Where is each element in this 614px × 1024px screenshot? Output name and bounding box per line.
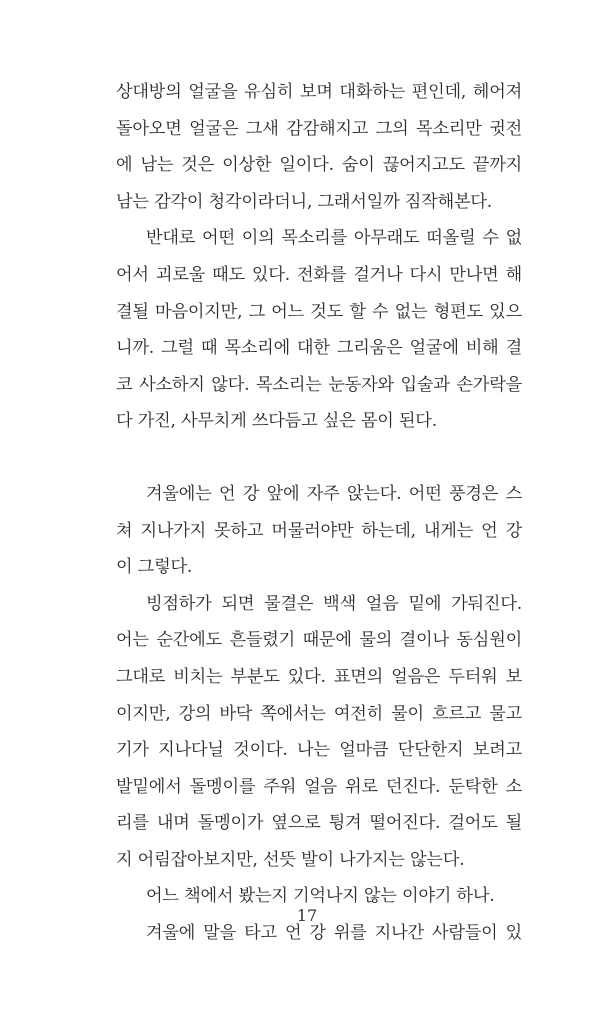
text-line: 발밑에서 돌멩이를 주워 얼음 위로 던진다. 둔탁한 소 [116, 776, 522, 797]
text-line: 돌아오면 얼굴은 그새 감감해지고 그의 목소리만 귓전 [116, 118, 522, 139]
text-line: 리를 내며 돌멩이가 옆으로 튕겨 떨어진다. 걸어도 될 [116, 813, 522, 834]
paragraph-1 [116, 74, 522, 220]
text-line: 어서 괴로울 때도 있다. 전화를 걸거나 다시 만나면 해 [116, 264, 522, 285]
text-line: 쳐 지나가지 못하고 머물러야만 하는데, 내게는 언 강 [116, 520, 522, 541]
text-line: 다 가진, 사무치게 쓰다듬고 싶은 몸이 된다. [116, 411, 437, 432]
text-line: 그대로 비치는 부분도 있다. 표면의 얼음은 두터워 보 [116, 666, 522, 687]
text-line: 기가 지나다닐 것이다. 나는 얼마큼 단단한지 보려고 [116, 740, 522, 761]
text-line: 이 그렇다. [116, 557, 193, 578]
text-line: 어느 책에서 봤는지 기억나지 않는 이야기 하나. [146, 886, 495, 907]
paragraph-3 [116, 476, 522, 586]
text-line: 결될 마음이지만, 그 어느 것도 할 수 없는 형편도 있으 [116, 301, 522, 322]
text-line: 에 남는 것은 이상한 일이다. 숨이 끊어지고도 끝까지 [116, 155, 522, 176]
page-number: 17 [296, 906, 318, 925]
text-line: 상대방의 얼굴을 유심히 보며 대화하는 편인데, 헤어져 [116, 82, 522, 102]
text-line: 니까. 그럴 때 목소리에 대한 그리움은 얼굴에 비해 결 [116, 338, 522, 359]
text-line: 코 사소하지 않다. 목소리는 눈동자와 입술과 손가락을 [116, 374, 522, 395]
text-line: 지 어림잡아보지만, 선뜻 발이 나가지는 않는다. [116, 849, 465, 870]
paragraph-4 [116, 586, 522, 879]
text-line: 겨울에 말을 타고 언 강 위를 지나간 사람들이 있 [146, 923, 522, 944]
paragraph-2 [116, 220, 522, 440]
text-line: 이지만, 강의 바닥 쪽에서는 여전히 물이 흐르고 물고 [116, 703, 522, 724]
text-line: 남는 감각이 청각이라더니, 그래서일까 짐작해본다. [116, 191, 493, 212]
section-break [116, 440, 522, 476]
page-body [116, 74, 522, 952]
text-line: 반대로 어떤 이의 목소리를 아무래도 떠올릴 수 없 [146, 228, 522, 249]
text-line: 빙점하가 되면 물결은 백색 얼음 밑에 가둬진다. [146, 593, 522, 614]
text-line: 어는 순간에도 흔들렸기 때문에 물의 결이나 동심원이 [116, 630, 522, 651]
text-line: 겨울에는 언 강 앞에 자주 앉는다. 어떤 풍경은 스 [146, 483, 522, 504]
